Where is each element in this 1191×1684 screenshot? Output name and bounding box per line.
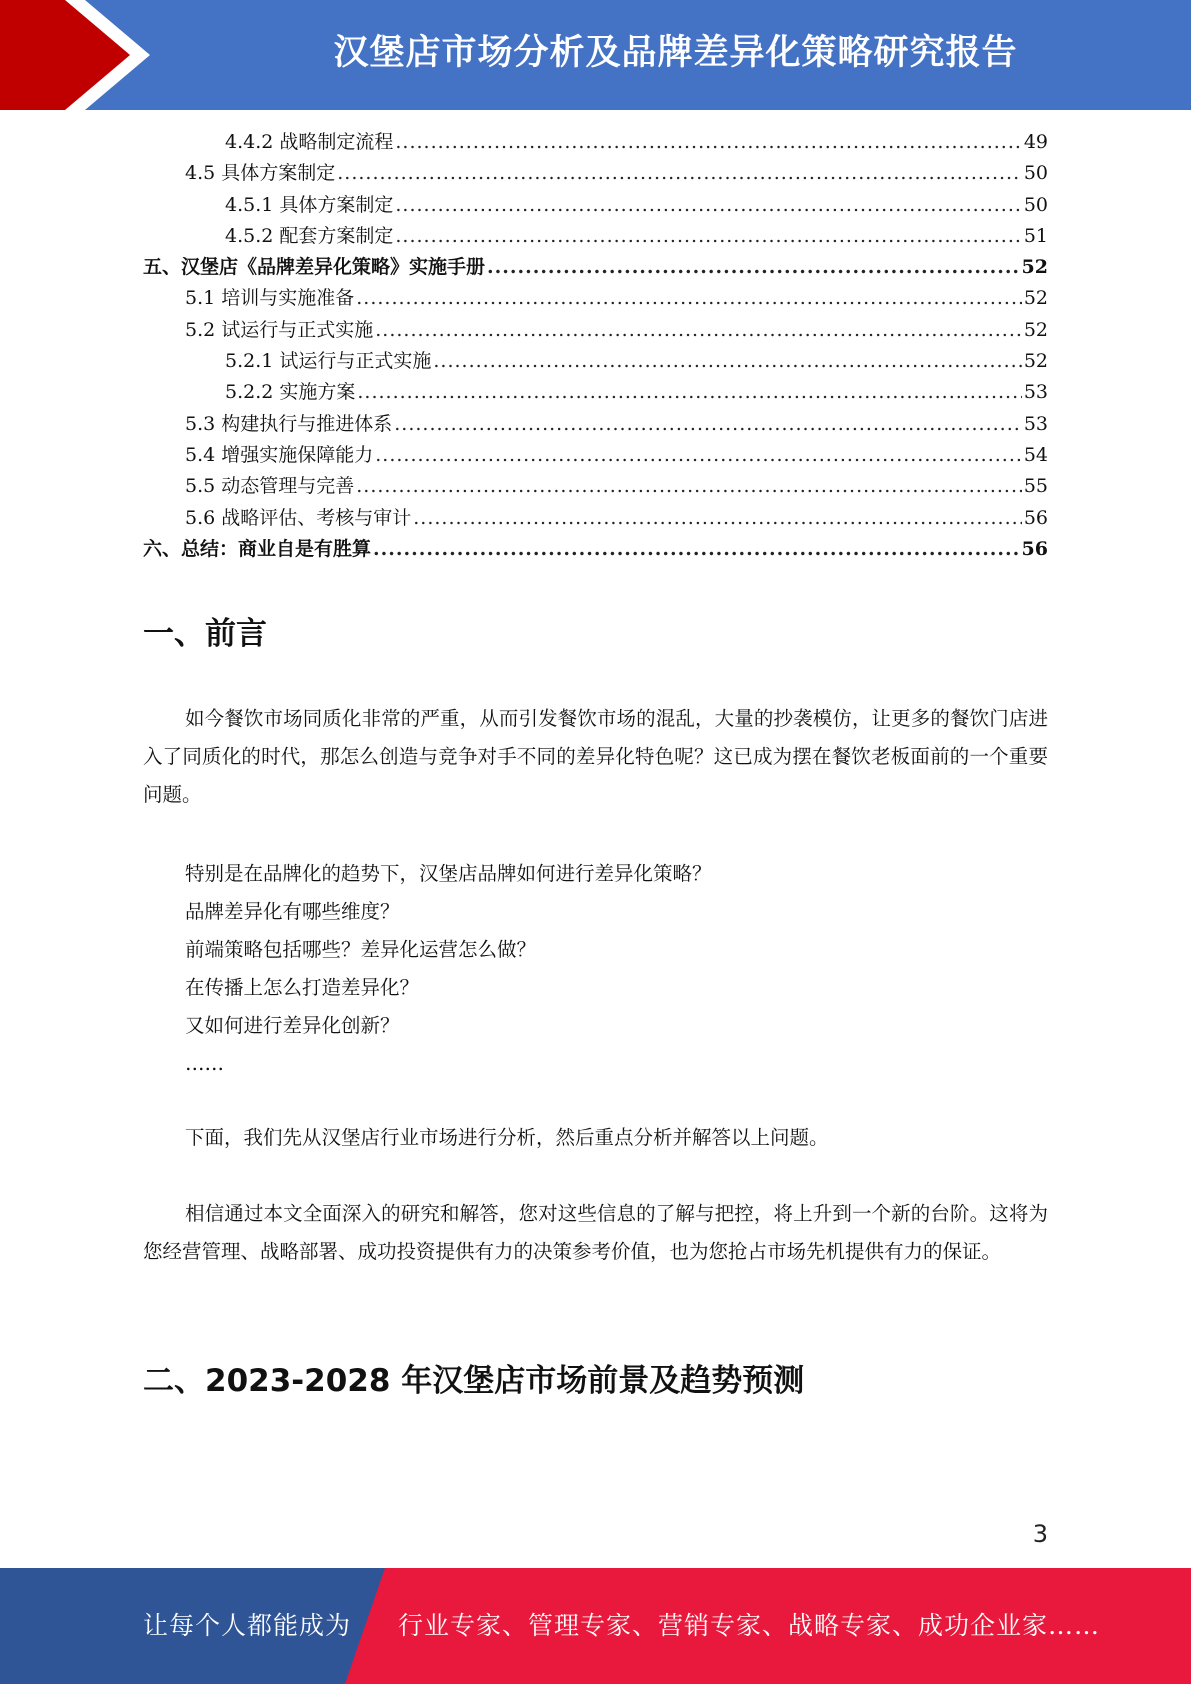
toc-entry[interactable]: [143, 190, 1048, 221]
toc-entry-page: 51: [1023, 224, 1048, 247]
toc-entry[interactable]: [143, 221, 1048, 252]
preface-paragraph-2: 下面，我们先从汉堡店行业市场进行分析，然后重点分析并解答以上问题。: [185, 1126, 829, 1149]
toc-leader-dots: [373, 534, 1020, 565]
section-heading-preface: 一、前言: [143, 616, 267, 652]
header-chevron-decoration: [0, 0, 160, 110]
toc-entry-page: 56: [1021, 537, 1048, 560]
toc-entry[interactable]: [143, 252, 1048, 283]
toc-entry-label: 4.4.2 战略制定流程: [225, 131, 394, 153]
toc-leader-dots: [356, 283, 1022, 314]
question-item: 前端策略包括哪些？差异化运营怎么做？: [185, 938, 537, 961]
toc-entry-page: 54: [1023, 443, 1048, 466]
toc-entry[interactable]: [143, 409, 1048, 440]
toc-entry-label: 5.2 试运行与正式实施: [185, 318, 374, 341]
toc-entry[interactable]: [143, 471, 1048, 502]
toc-entry-page: 53: [1023, 381, 1048, 404]
toc-entry-page: 50: [1023, 162, 1048, 185]
question-item: 特别是在品牌化的趋势下，汉堡店品牌如何进行差异化策略？: [185, 862, 712, 885]
toc-leader-dots: [375, 315, 1022, 346]
footer-slogan-right: 行业专家、管理专家、营销专家、战略专家、成功企业家……: [398, 1611, 1101, 1640]
toc-entry-page: 56: [1023, 506, 1048, 529]
preface-paragraph-1: 如今餐饮市场同质化非常的严重，从而引发餐饮市场的混乱，大量的抄袭模仿，让更多的餐饮门店进入了同质化的时代，那怎么创造与竞争对手不同的差异化特色呢？这已成为摆在餐饮老板面前的一个重要问题。: [143, 707, 1048, 806]
question-item: 又如何进行差异化创新？: [185, 1014, 400, 1037]
toc-entry[interactable]: [143, 440, 1048, 471]
question-item: 品牌差异化有哪些维度？: [185, 900, 400, 923]
toc-entry-label: 五、汉堡店《品牌差异化策略》实施手册: [143, 256, 486, 279]
footer-slogan-left: 让每个人都能成为: [143, 1611, 352, 1640]
toc-entry-page: 52: [1021, 256, 1048, 279]
toc-entry-label: 5.6 战略评估、考核与审计: [185, 506, 412, 529]
table-of-contents: [143, 127, 1048, 565]
toc-leader-dots: [394, 409, 1022, 440]
toc-leader-dots: [395, 190, 1021, 221]
toc-entry[interactable]: [143, 315, 1048, 346]
question-item: ……: [185, 1052, 224, 1075]
toc-entry-label: 5.2.2 实施方案: [225, 381, 356, 404]
toc-entry-label: 5.2.1 试运行与正式实施: [225, 350, 432, 373]
toc-leader-dots: [395, 127, 1021, 158]
toc-entry[interactable]: [143, 377, 1048, 408]
toc-entry-label: 4.5.1 具体方案制定: [225, 193, 394, 216]
question-item: 在传播上怎么打造差异化？: [185, 976, 420, 999]
page-number: 3: [1032, 1520, 1048, 1548]
toc-entry[interactable]: [143, 283, 1048, 314]
toc-leader-dots: [356, 471, 1022, 502]
toc-entry-label: 5.3 构建执行与推进体系: [185, 412, 393, 435]
toc-entry-page: 52: [1023, 350, 1048, 373]
toc-entry-label: 4.5.2 配套方案制定: [225, 224, 394, 247]
toc-entry-page: 50: [1023, 193, 1048, 216]
toc-entry-label: 5.5 动态管理与完善: [185, 475, 355, 498]
page-header: [0, 0, 1191, 110]
toc-entry-page: 49: [1023, 131, 1048, 153]
toc-leader-dots: [433, 346, 1021, 377]
toc-entry[interactable]: [143, 127, 1048, 158]
toc-entry-page: 55: [1023, 475, 1048, 498]
toc-entry-label: 4.5 具体方案制定: [185, 162, 336, 185]
toc-leader-dots: [395, 221, 1021, 252]
toc-entry-page: 53: [1023, 412, 1048, 435]
toc-entry[interactable]: [143, 503, 1048, 534]
question-list: [185, 855, 1045, 1083]
toc-entry-label: 5.1 培训与实施准备: [185, 287, 355, 310]
toc-entry[interactable]: [143, 158, 1048, 189]
toc-entry-page: 52: [1023, 287, 1048, 310]
preface-paragraph-3: 相信通过本文全面深入的研究和解答，您对这些信息的了解与把控，将上升到一个新的台阶。这将为您经营管理、战略部署、成功投资提供有力的决策参考价值，也为您抢占市场先机提供有力的保证。: [143, 1202, 1048, 1263]
document-title: 汉堡店市场分析及品牌差异化策略研究报告: [333, 33, 1018, 73]
toc-entry[interactable]: [143, 346, 1048, 377]
section-heading-forecast: 二、2023-2028 年汉堡店市场前景及趋势预测: [143, 1363, 805, 1399]
toc-leader-dots: [413, 503, 1022, 534]
toc-entry-label: 六、总结：商业自是有胜算: [143, 537, 372, 560]
toc-leader-dots: [337, 158, 1022, 189]
toc-leader-dots: [487, 252, 1020, 283]
toc-leader-dots: [375, 440, 1022, 471]
toc-entry-label: 5.4 增强实施保障能力: [185, 443, 374, 466]
toc-entry[interactable]: [143, 534, 1048, 565]
toc-leader-dots: [357, 377, 1021, 408]
toc-entry-page: 52: [1023, 318, 1048, 341]
page-footer: [0, 1568, 1191, 1684]
